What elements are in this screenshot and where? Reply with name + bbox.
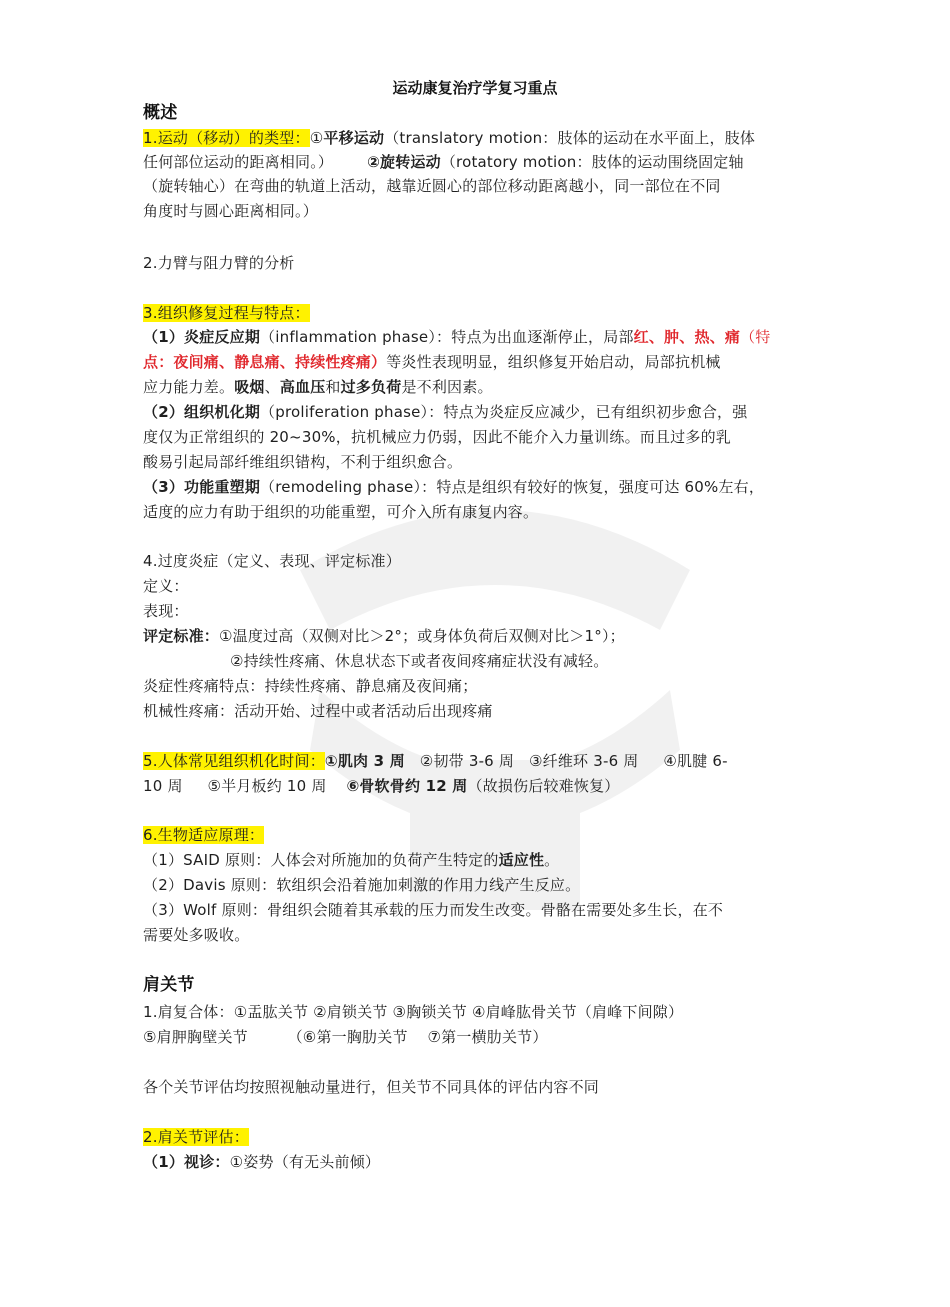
section-heading-shoulder: 肩关节 xyxy=(143,975,195,995)
p1-label: 1.运动（移动）的类型： xyxy=(143,129,310,147)
inspection-line: （1）视诊：①姿势（有无头前倾） xyxy=(143,1153,381,1171)
page-title: 运动康复治疗学复习重点 xyxy=(392,79,558,97)
p3-a-line-2: 点：夜间痛、静息痛、持续性疼痛）等炎性表现明显，组织修复开始启动，局部抗机械 xyxy=(143,353,721,371)
p6-said: （1）SAID 原则：人体会对所施加的负荷产生特定的适应性。 xyxy=(143,851,560,869)
p1-line-3: （旋转轴心）在弯曲的轨道上活动，越靠近圆心的部位移动距离越小，同一部位在不同 xyxy=(143,177,721,195)
shoulder-complex-line-1: 1.肩复合体：①盂肱关节 ②肩锁关节 ③胸锁关节 ④肩峰肱骨关节（肩峰下间隙） xyxy=(143,1003,684,1021)
p6-wolf-line-1: （3）Wolf 原则：骨组织会随着其承载的压力而发生改变。骨骼在需要处多生长，在不 xyxy=(143,901,724,919)
p6-davis: （2）Davis 原则：软组织会沿着施加刺激的作用力线产生反应。 xyxy=(143,876,581,894)
shoulder-assessment-heading: 2.肩关节评估： xyxy=(143,1128,249,1146)
p6-heading: 6.生物适应原理： xyxy=(143,826,265,844)
p3-b-line-2: 度仅为正常组织的 20~30%，抗机械应力仍弱，因此不能介入力量训练。而且过多的乳 xyxy=(143,428,731,446)
p4-criteria-line-1: 评定标准：①温度过高（双侧对比＞2°；或身体负荷后双侧对比＞1°）； xyxy=(143,627,625,645)
p4-inflammatory-pain: 炎症性疼痛特点：持续性疼痛、静息痛及夜间痛； xyxy=(143,677,478,695)
shoulder-complex-line-2: ⑤肩胛胸壁关节 （⑥第一胸肋关节 ⑦第一横肋关节） xyxy=(143,1028,548,1046)
rotatory-term: 旋转运动 xyxy=(380,153,441,171)
p4-heading: 4.过度炎症（定义、表现、评定标准） xyxy=(143,552,401,570)
p5-line-1: 5.人体常见组织机化时间：①肌肉 3 周 ②韧带 3-6 周 ③纤维环 3-6 周 ④肌腱 6- xyxy=(143,752,728,770)
p3-heading: 3.组织修复过程与特点： xyxy=(143,304,310,322)
p3-a-line-1: （1）炎症反应期（inflammation phase）：特点为出血逐渐停止，局部红、肿、热、痛（特 xyxy=(143,328,771,346)
section-heading-overview: 概述 xyxy=(143,103,178,123)
p1-line-2: 任何部位运动的距离相同。） ②旋转运动（rotatory motion：肢体的运动围绕固定轴 xyxy=(143,153,744,171)
p3-c-line-1: （3）功能重塑期（remodeling phase）：特点是组织有较好的恢复，强度可达 60%左右， xyxy=(143,478,765,496)
p4-definition: 定义： xyxy=(143,577,189,595)
p3-a-line-3: 应力能力差。吸烟、高血压和过多负荷是不利因素。 xyxy=(143,378,493,396)
p4-mechanical-pain: 机械性疼痛：活动开始、过程中或者活动后出现疼痛 xyxy=(143,702,493,720)
p3-b-line-1: （2）组织机化期（proliferation phase）：特点为炎症反应减少，已有组织初步愈合，强 xyxy=(143,403,748,421)
p1-line-1: 1.运动（移动）的类型：①平移运动（translatory motion：肢体的运动在水平面上，肢体 xyxy=(143,129,756,147)
p5-line-2: 10 周 ⑤半月板约 10 周 ⑥骨软骨约 12 周（故损伤后较难恢复） xyxy=(143,777,620,795)
translatory-term: 平移运动 xyxy=(323,129,385,147)
p4-manifestation: 表现： xyxy=(143,602,189,620)
p2-text: 2.力臂与阻力臂的分析 xyxy=(143,254,295,272)
p6-wolf-line-2: 需要处多吸收。 xyxy=(143,926,250,944)
p4-criteria-line-2: ②持续性疼痛、休息状态下或者夜间疼痛症状没有减轻。 xyxy=(230,652,609,670)
assessment-note: 各个关节评估均按照视触动量进行，但关节不同具体的评估内容不同 xyxy=(143,1078,600,1096)
p1-line-4: 角度时与圆心距离相同。） xyxy=(143,202,318,220)
p3-c-line-2: 适度的应力有助于组织的功能重塑，可介入所有康复内容。 xyxy=(143,503,539,521)
p3-b-line-3: 酸易引起局部纤维组织错构，不利于组织愈合。 xyxy=(143,453,463,471)
